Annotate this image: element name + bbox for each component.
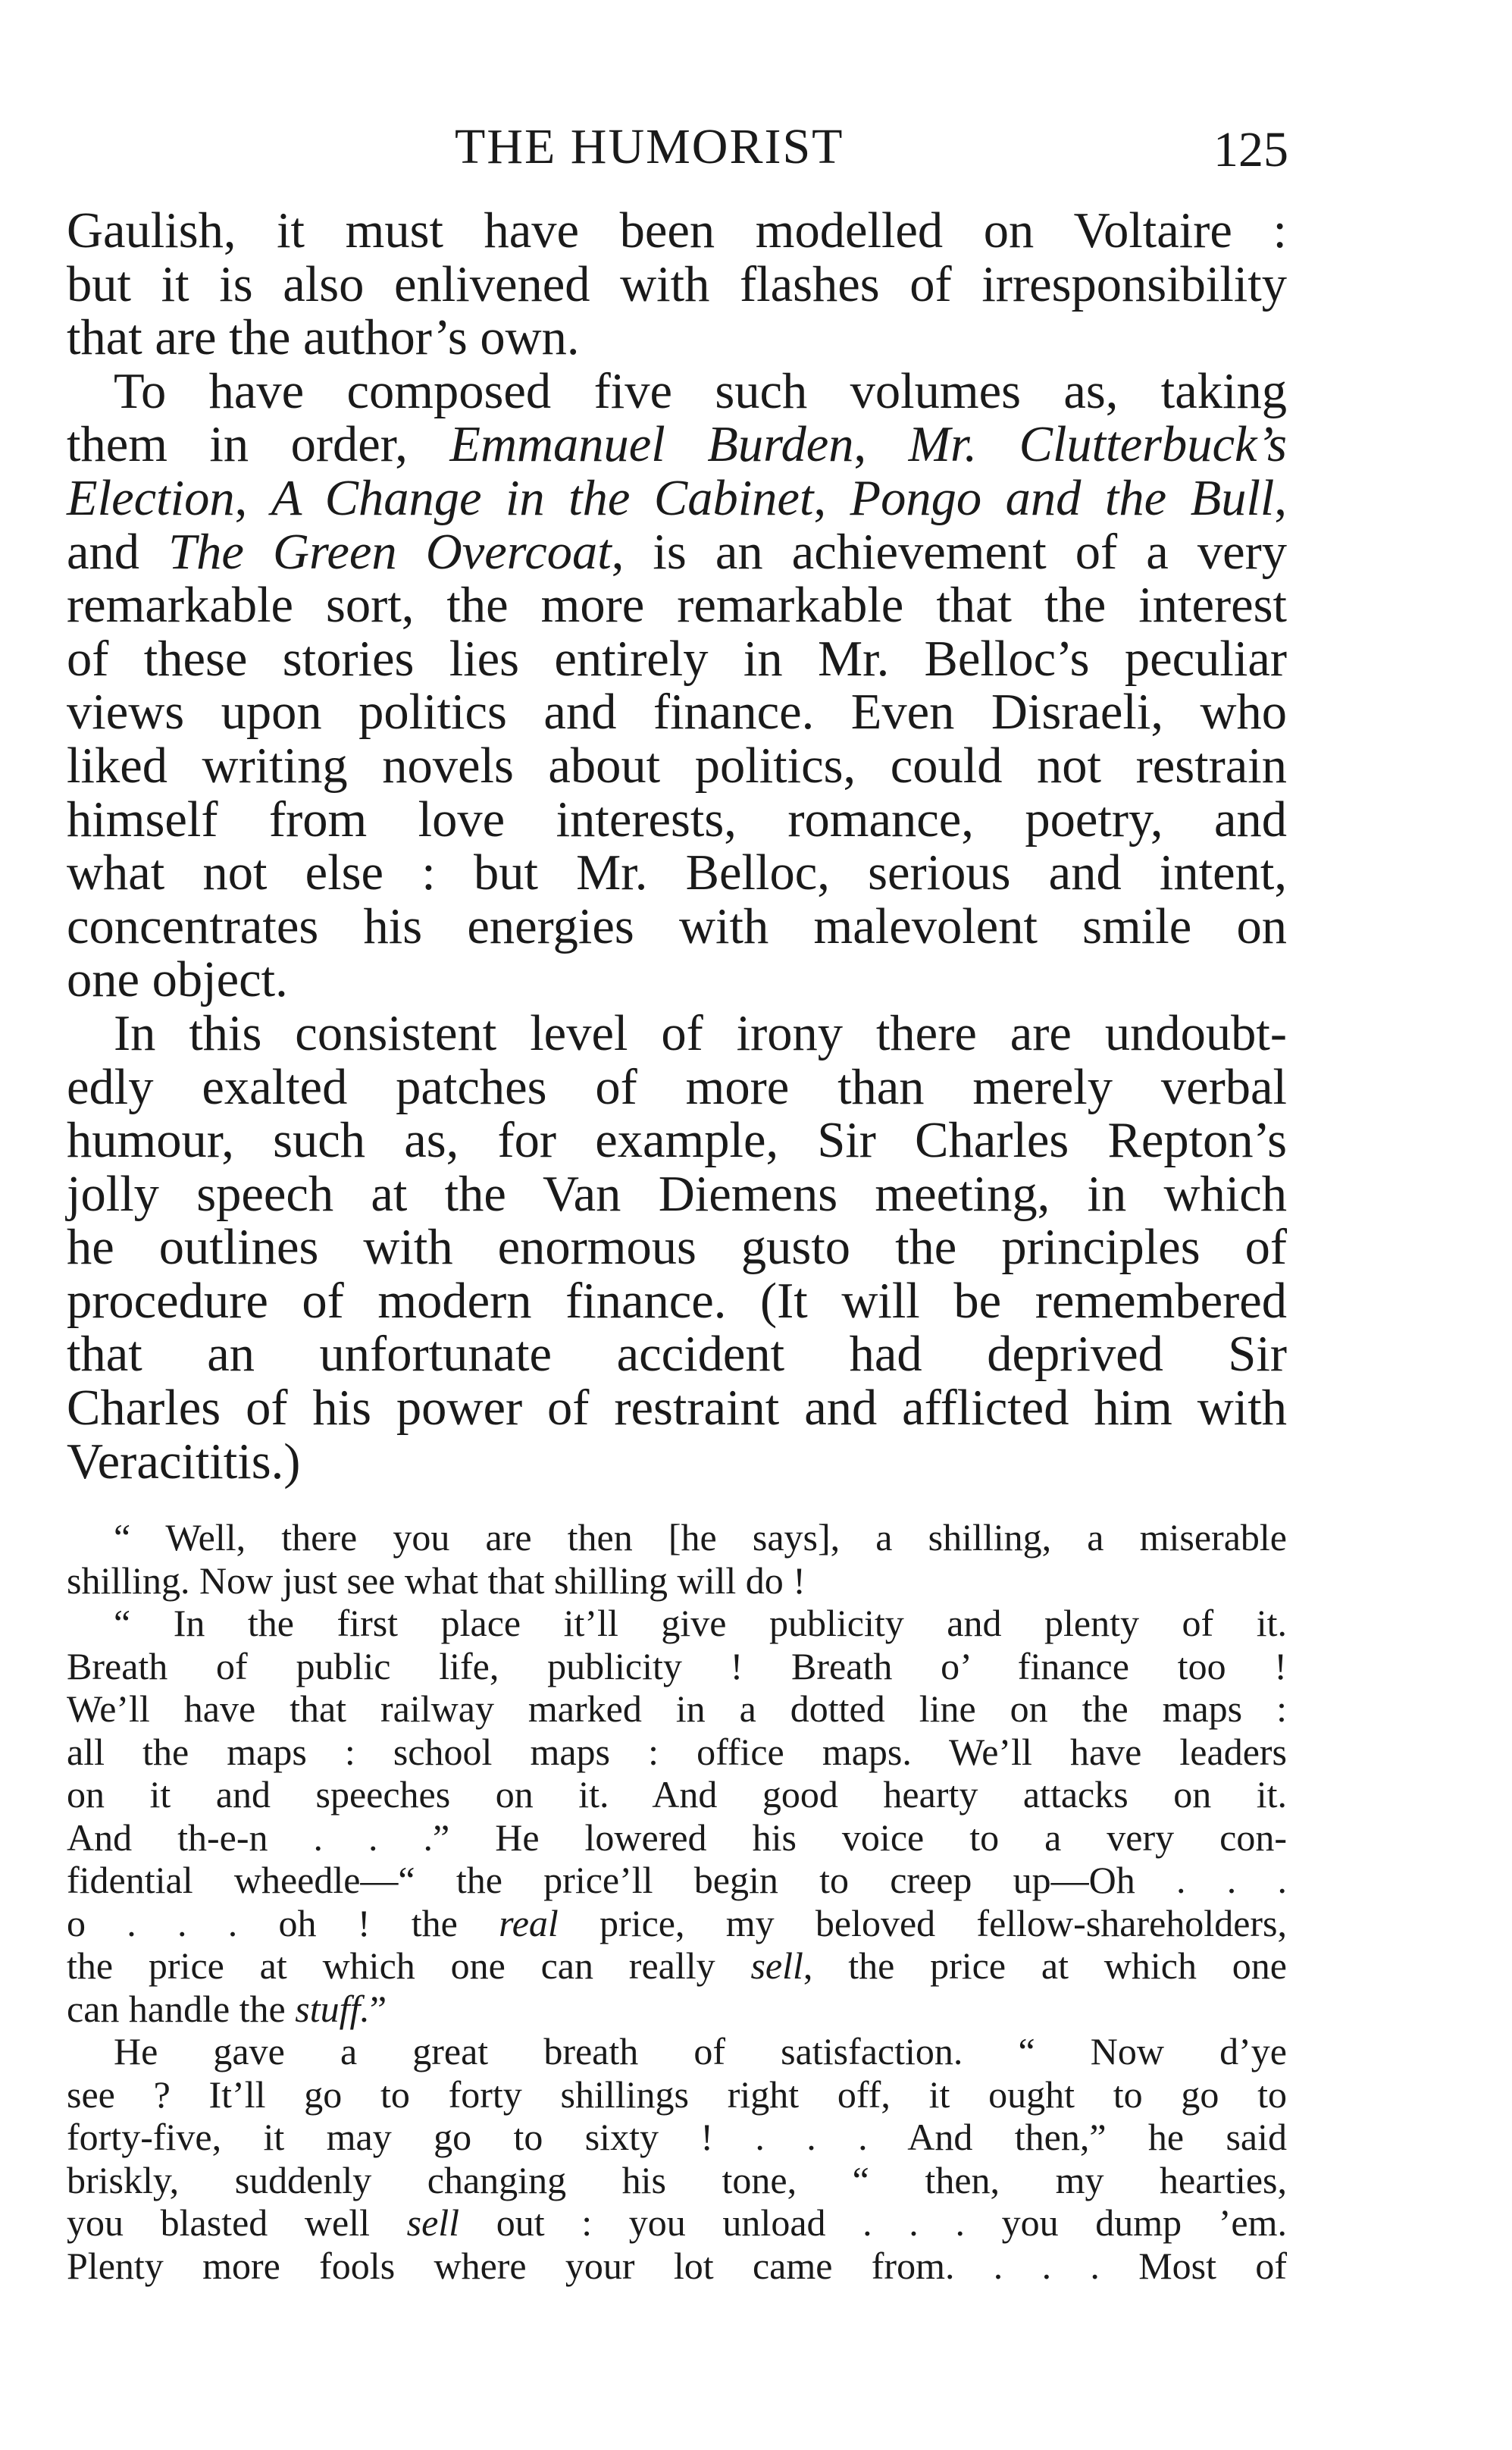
text-line: remarkable sort, the more remarkable that the interest	[67, 578, 1287, 634]
quote-line: “ In the first place it’ll give publicity and plenty of it.	[114, 1602, 1287, 1644]
text-line: edly exalted patches of more than merely verbal	[67, 1059, 1287, 1115]
quote-line: can handle the stuff.”	[67, 1987, 387, 2030]
quote-line: you blasted well sell out : you unload . . . you dump ’em.	[67, 2201, 1287, 2244]
quote-line: Plenty more fools where your lot came from. . . . Most of	[67, 2244, 1287, 2287]
text-line: procedure of modern finance. (It will be remembered	[67, 1273, 1287, 1329]
text-line: humour, such as, for example, Sir Charles Repton’s	[67, 1113, 1287, 1169]
quote-line: fidential wheedle—“ the price’ll begin to creep up—Oh . . .	[67, 1859, 1287, 1901]
quote-line: forty-five, it may go to sixty ! . . . And then,” he said	[67, 2116, 1287, 2158]
main-text	[67, 205, 1287, 1489]
text-line: Gaulish, it must have been modelled on Voltaire :	[67, 203, 1287, 258]
text-line: views upon politics and finance. Even Disraeli, who	[67, 685, 1287, 741]
text-line: he outlines with enormous gusto the principles of	[67, 1220, 1287, 1276]
quoted-speech	[67, 1516, 1287, 2287]
text-line: In this consistent level of irony there are undoubt-	[114, 1005, 1287, 1061]
text-line: them in order, Emmanuel Burden, Mr. Clutterbuck’s	[67, 417, 1288, 473]
quote-line: shilling. Now just see what that shilling will do !	[67, 1559, 806, 1602]
page-header	[0, 118, 1512, 179]
text-line: Election, A Change in the Cabinet, Pongo and the Bull,	[67, 470, 1288, 526]
quote-line: briskly, suddenly changing his tone, “ then, my hearties,	[67, 2158, 1287, 2201]
quote-line: We’ll have that railway marked in a dotted line on the maps :	[67, 1687, 1287, 1730]
quote-line: He gave a great breath of satisfaction. “ Now d’ye	[114, 2030, 1287, 2072]
text-line: and The Green Overcoat, is an achievement of a very	[67, 524, 1287, 580]
quote-line: “ Well, there you are then [he says], a shilling, a miserable	[114, 1516, 1287, 1559]
page-number: 125	[1213, 122, 1288, 177]
text-line: what not else : but Mr. Belloc, serious and intent,	[67, 845, 1287, 901]
quote-line: the price at which one can really sell, the price at which one	[67, 1944, 1287, 1987]
quote-line: And th-e-n . . .” He lowered his voice to a very con-	[67, 1816, 1287, 1859]
text-line: one object.	[67, 952, 288, 1008]
running-title: THE HUMORIST	[455, 119, 844, 174]
text-line: that an unfortunate accident had deprived Sir	[67, 1327, 1287, 1383]
text-line: himself from love interests, romance, poetry, and	[67, 791, 1287, 847]
text-line: but it is also enlivened with flashes of irresponsibility	[67, 256, 1287, 312]
text-line: jolly speech at the Van Diemens meeting, in which	[67, 1166, 1287, 1222]
text-line: To have composed five such volumes as, taking	[114, 363, 1287, 419]
text-line: liked writing novels about politics, could not restrain	[67, 738, 1287, 794]
text-line: of these stories lies entirely in Mr. Belloc’s peculiar	[67, 631, 1287, 687]
quote-line: see ? It’ll go to forty shillings right off, it ought to go to	[67, 2072, 1287, 2116]
quote-line: Breath of public life, publicity ! Breath o’ finance too !	[67, 1644, 1287, 1687]
quote-line: all the maps : school maps : office maps. We’ll have leaders	[67, 1730, 1287, 1773]
text-line: concentrates his energies with malevolent smile on	[67, 898, 1287, 954]
text-line: Veracititis.)	[67, 1433, 301, 1490]
text-line: that are the author’s own.	[67, 310, 580, 366]
quote-line: on it and speeches on it. And good hearty attacks on it.	[67, 1773, 1287, 1816]
quote-line: o . . . oh ! the real price, my beloved fellow-shareholders,	[67, 1901, 1288, 1944]
text-line: Charles of his power of restraint and afflicted him with	[67, 1380, 1287, 1436]
